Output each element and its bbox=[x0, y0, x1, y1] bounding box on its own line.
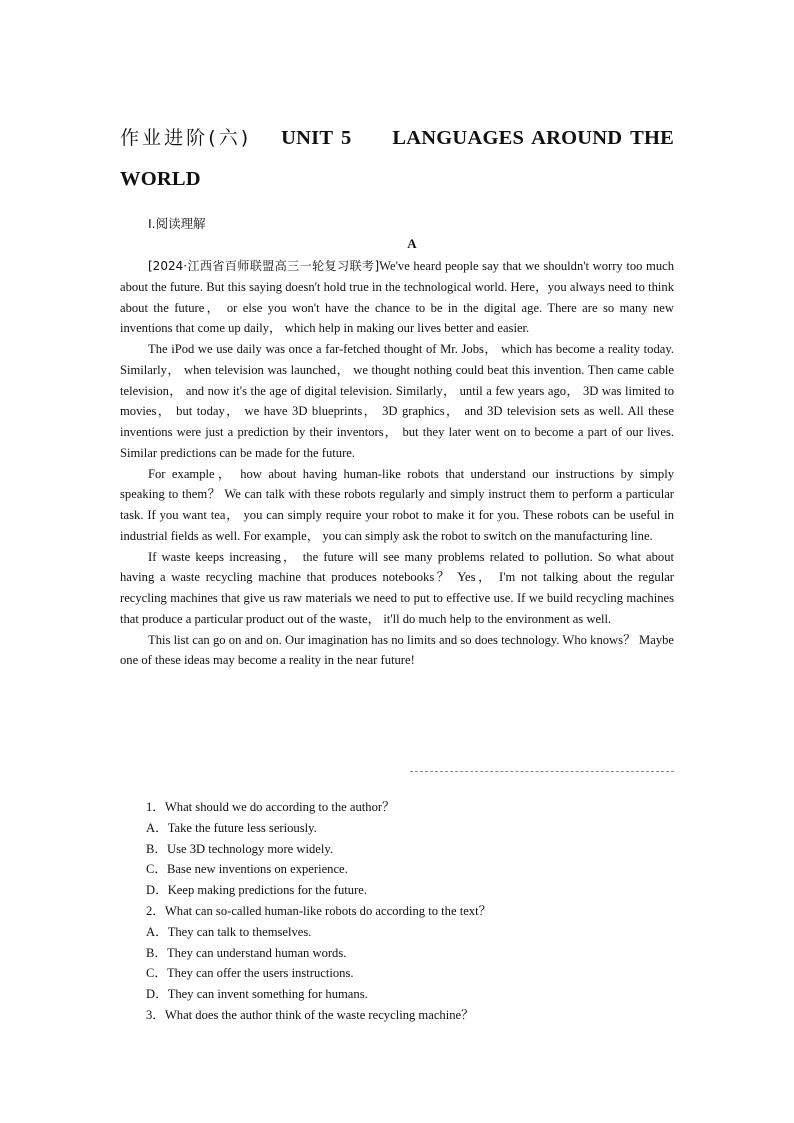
title-heading: LANGUAGES AROUND THE WORLD bbox=[120, 127, 674, 190]
passage-paragraph: If waste keeps increasing， the future will see many problems related to pollution. So what about having a waste recycling machine that produces notebooks？ Yes， I'm not talking about the regular recycling machines that give us raw materials we need to put to effective use. If we build recycling machines that produce a particular product out of the waste， it'll do much help to the environment as well. bbox=[120, 549, 674, 626]
question-stem: 2．What can so-called human-like robots do according to the text？ bbox=[146, 903, 492, 918]
title-prefix: 作业进阶(六) bbox=[120, 127, 249, 149]
passage-paragraph: The iPod we use daily was once a far-fetched thought of Mr. Jobs， which has become a reality today. Similarly， when television was launched， we thought nothing could beat this invention. Then came cable television， and now it's the age of digital television. Similarly， until a few years ago， 3D was limited to movies， but today， we have 3D blueprints， 3D graphics， and 3D television sets as well. All these inventions were just a prediction by their inventors， but they later went on to become a part of our lives. Similar predictions can be made for the future. bbox=[120, 342, 674, 460]
page-title bbox=[120, 118, 674, 200]
passage-letter: A bbox=[407, 236, 417, 251]
question-list bbox=[146, 797, 674, 1026]
answer-option[interactable]: D．Keep making predictions for the future. bbox=[146, 883, 368, 898]
answer-option[interactable]: A．Take the future less seriously. bbox=[146, 820, 317, 835]
passage-paragraph: For example， how about having human-like robots that understand our instructions by simply speaking to them？ We can talk with these robots regularly and simply instruct them to perform a particular task. If you want tea， you can simply require your robot to make it for you. These robots can be useful in industrial fields as well. For example， you can simply ask the robot to switch on the manufacturing line. bbox=[120, 466, 674, 543]
question-stem: 3．What does the author think of the waste recycling machine？ bbox=[146, 1007, 474, 1022]
reading-passage bbox=[120, 256, 674, 671]
answer-option[interactable]: B．Use 3D technology more widely. bbox=[146, 841, 334, 856]
dashed-divider bbox=[410, 771, 674, 772]
answer-option[interactable]: B．They can understand human words. bbox=[146, 945, 347, 960]
title-unit: UNIT 5 bbox=[281, 127, 352, 149]
section-heading: Ⅰ.阅读理解 bbox=[148, 216, 206, 231]
passage-paragraph: [2024·江西省百师联盟高三一轮复习联考]We've heard people say that we shouldn't worry too much about the future. But this saying doesn't hold true in the technological world. Here，you always need to think about the future， or else you won't have the chance to be in the digital age. There are so many new inventions that come up daily， which help in making our lives better and easier. bbox=[120, 259, 675, 336]
answer-option[interactable]: C．Base new inventions on experience. bbox=[146, 862, 348, 877]
answer-option[interactable]: D．They can invent something for humans. bbox=[146, 987, 368, 1002]
passage-source: [2024·江西省百师联盟高三一轮复习联考] bbox=[148, 259, 380, 273]
question-stem: 1．What should we do according to the author？ bbox=[146, 800, 395, 814]
answer-option[interactable]: C．They can offer the users instructions. bbox=[146, 966, 354, 981]
passage-paragraph: This list can go on and on. Our imagination has no limits and so does technology. Who knows？ Maybe one of these ideas may become a reality in the near future! bbox=[120, 632, 674, 668]
answer-option[interactable]: A．They can talk to themselves. bbox=[146, 924, 312, 939]
